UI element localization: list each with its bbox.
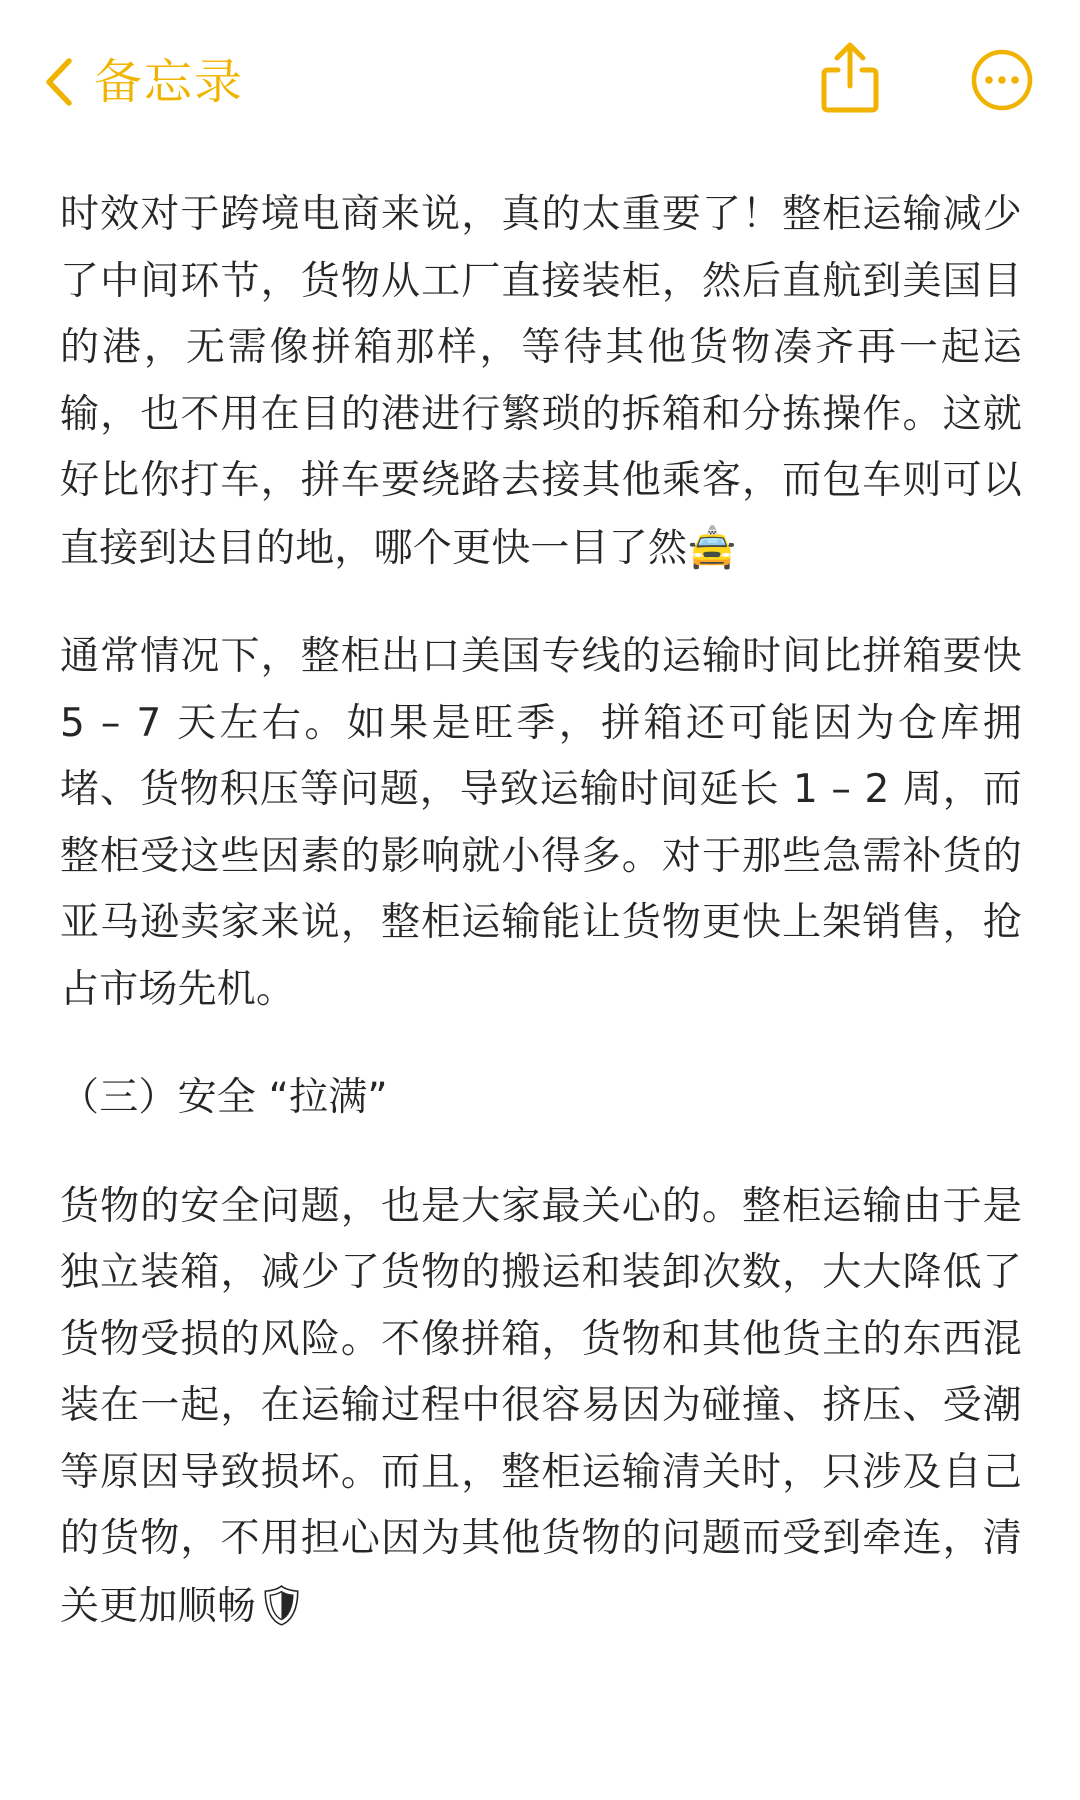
paragraph-gap [60,582,1022,624]
taxi-emoji-icon: 🚖 [687,524,738,571]
paragraph-text: 货物的安全问题，也是大家最关心的。整柜运输由于是独立装箱，减少了货物的搬运和装卸次数，大大降低了货物受损的风险。不像拼箱，货物和其他货主的东西混装在一起，在运输过程中很容易因为碰撞、挤压、受潮等原因导致损坏。而且，整柜运输清关时，只涉及自己的货物，不用担心因为其他货物的问题而受到牵连，清关更加顺畅 [60,1183,1022,1629]
note-body[interactable] [60,182,1022,1640]
back-label: 备忘录 [94,54,245,110]
more-icon [970,97,1034,116]
paragraph-safety [60,1174,1022,1641]
paragraph-transit-time [60,624,1022,1023]
share-icon [818,101,882,120]
paragraph-text: 时效对于跨境电商来说，真的太重要了！整柜运输减少了中间环节，货物从工厂直接装柜，然后直航到美国目的港，无需像拼箱那样，等待其他货物凑齐再一起运输，也不用在目的港进行繁琐的拆箱和分拣操作。这就好比你打车，拼车要绕路去接其他乘客，而包车则可以直接到达目的地，哪个更快一目了然 [60,192,1022,571]
paragraph-gap [60,1023,1022,1065]
share-button[interactable] [818,40,882,116]
shield-emoji-icon: 🛡 [256,1582,307,1629]
more-button[interactable] [970,48,1034,112]
paragraph-gap [60,1132,1022,1174]
paragraph-text: 通常情况下，整柜出口美国专线的运输时间比拼箱要快 5 – 7 天左右。如果是旺季，拼箱还可能因为仓库拥堵、货物积压等问题，导致运输时间延长 1 – 2 周，而整柜受这些因素的影响就小得多。对于那些急需补货的亚马逊卖家来说，整柜运输能让货物更快上架销售，抢占市场先机。 [60,634,1022,1012]
chevron-left-icon [44,57,74,107]
paragraph-timeliness [60,182,1022,582]
section-heading-safety [60,1065,1022,1132]
back-button[interactable] [44,46,244,118]
navigation-bar [0,0,1080,160]
heading-text: （三）安全 “拉满” [60,1075,388,1120]
